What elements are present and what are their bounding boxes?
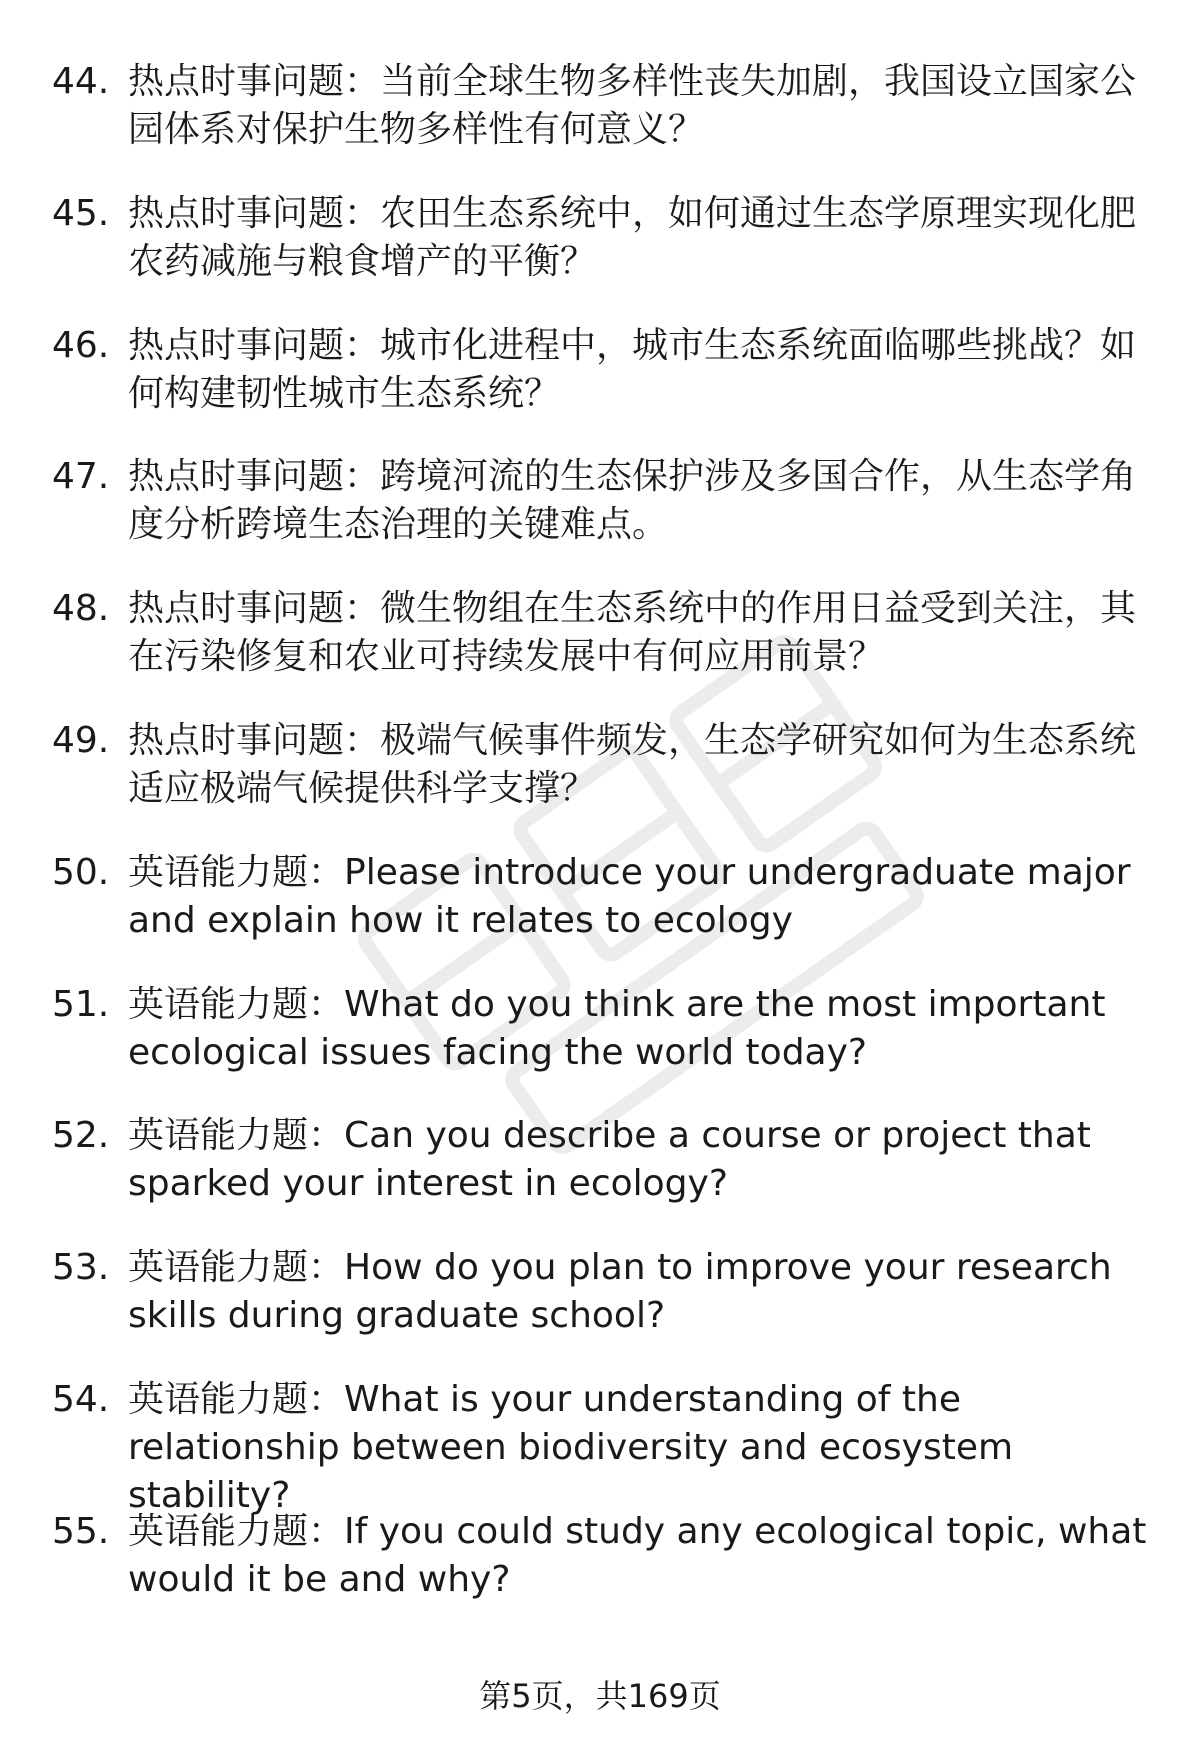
question-number: 45. [52, 192, 110, 234]
list-item [0, 453, 1200, 585]
question-number: 48. [52, 588, 110, 630]
question-number: 55. [52, 1510, 110, 1552]
list-item [0, 717, 1200, 849]
question-text: 热点时事问题：农田生态系统中，如何通过生态学原理实现化肥农药减施与粮食增产的平衡？ [128, 192, 1137, 282]
question-number: 52. [52, 1115, 110, 1157]
question-number: 46. [52, 324, 110, 366]
question-text: 英语能力题：What is your understanding of the relationship between biodiversity and ecosystem stability? [128, 1378, 1014, 1516]
question-text: 英语能力题：What do you think are the most important ecological issues facing the world today? [128, 983, 1106, 1073]
list-item [0, 849, 1200, 981]
question-number: 50. [52, 851, 110, 893]
question-text: 热点时事问题：当前全球生物多样性丧失加剧，我国设立国家公园体系对保护生物多样性有何意义？ [128, 61, 1137, 150]
question-number: 53. [52, 1247, 110, 1289]
list-item [0, 58, 1200, 190]
question-number: 49. [52, 719, 110, 761]
question-number: 54. [52, 1378, 110, 1420]
question-number: 51. [52, 983, 110, 1025]
question-list [0, 58, 1200, 1640]
question-text: 热点时事问题：城市化进程中，城市生态系统面临哪些挑战？如何构建韧性城市生态系统？ [128, 324, 1137, 414]
page-number-footer: 第5页，共169页 [479, 1677, 721, 1715]
list-item [0, 981, 1200, 1113]
question-text: 热点时事问题：微生物组在生态系统中的作用日益受到关注，其在污染修复和农业可持续发展中有何应用前景？ [128, 588, 1137, 678]
question-number: 44. [52, 61, 110, 102]
list-item [0, 1112, 1200, 1244]
list-item [0, 190, 1200, 322]
question-number: 47. [52, 456, 110, 498]
list-item [0, 1508, 1200, 1640]
question-text: 英语能力题：How do you plan to improve your research skills during graduate school? [128, 1247, 1112, 1337]
question-text: 热点时事问题：跨境河流的生态保护涉及多国合作，从生态学角度分析跨境生态治理的关键难点。 [128, 456, 1137, 546]
list-item [0, 585, 1200, 717]
question-text: 英语能力题：If you could study any ecological topic, what would it be and why? [128, 1510, 1147, 1600]
question-text: 热点时事问题：极端气候事件频发，生态学研究如何为生态系统适应极端气候提供科学支撑？ [128, 719, 1137, 809]
question-text: 英语能力题：Can you describe a course or project that sparked your interest in ecology? [128, 1115, 1091, 1205]
list-item [0, 1244, 1200, 1376]
list-item [0, 322, 1200, 454]
list-item [0, 1376, 1200, 1516]
question-text: 英语能力题：Please introduce your undergraduate major and explain how it relates to ecology [128, 851, 1131, 941]
